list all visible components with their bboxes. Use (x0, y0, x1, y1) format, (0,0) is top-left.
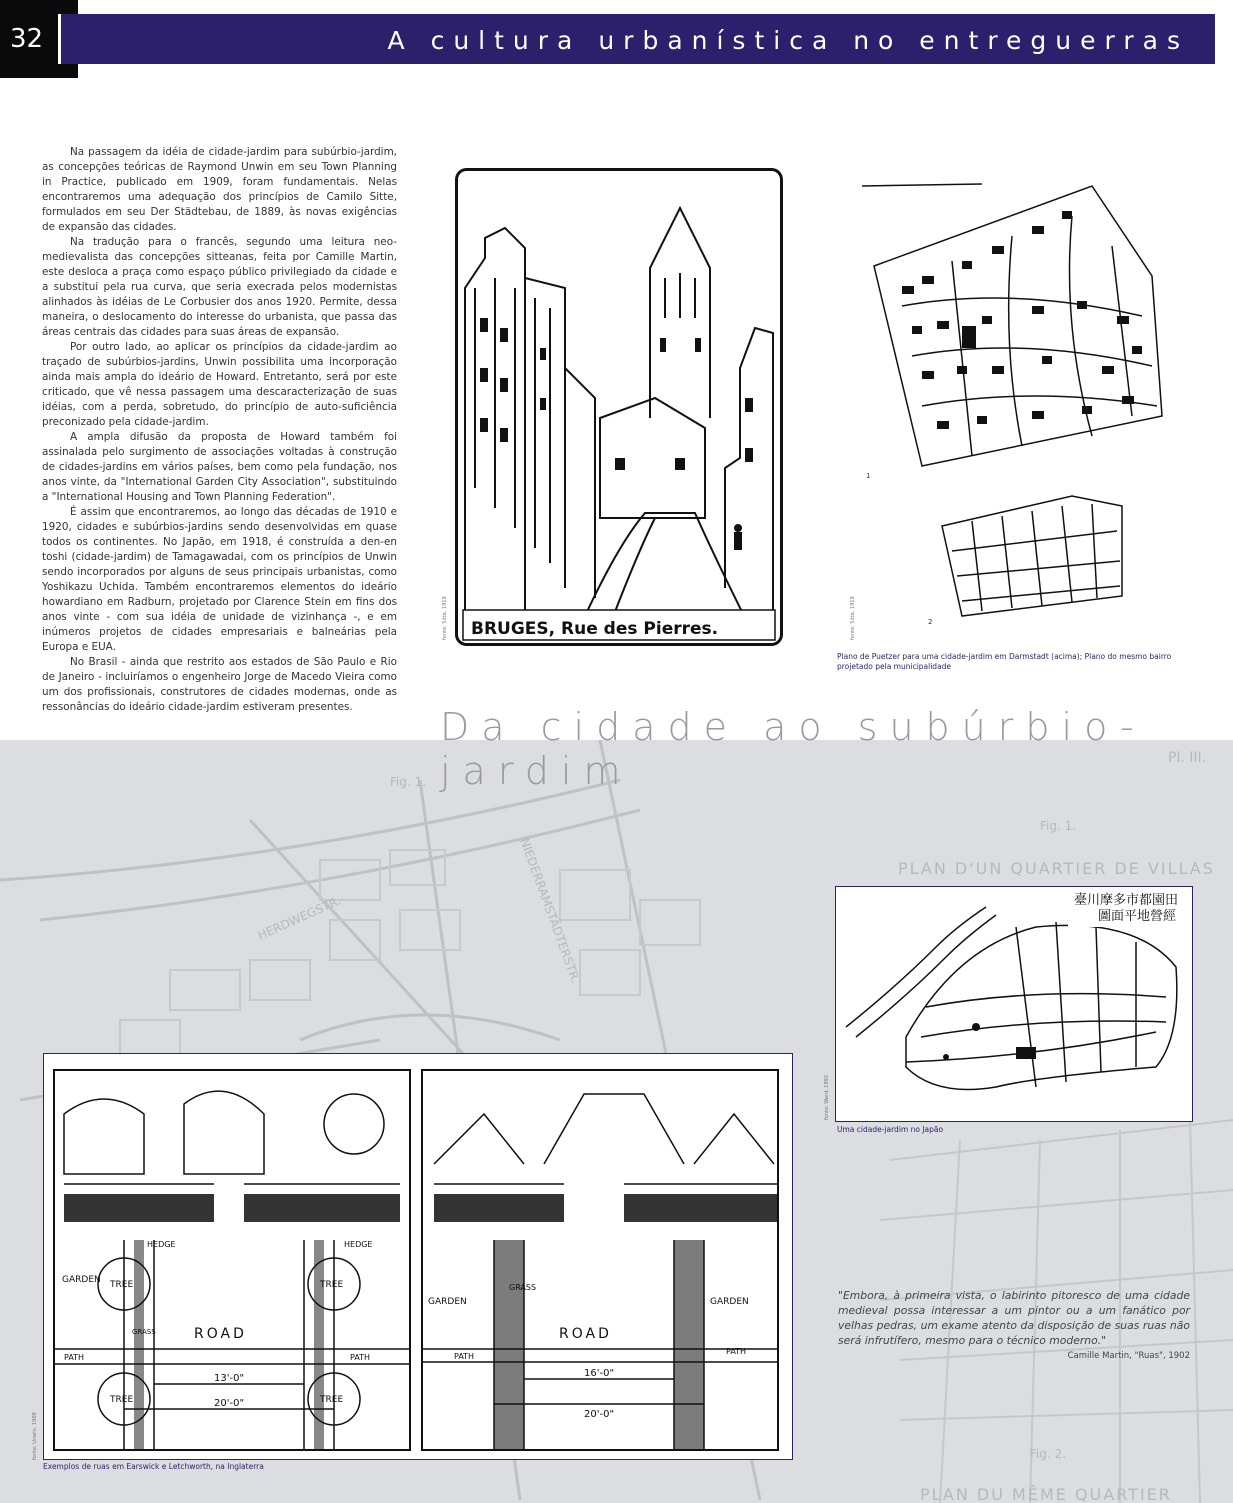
quote-author: Camille Martin, "Ruas", 1902 (1067, 1351, 1190, 1361)
header-bar (58, 14, 1215, 64)
japan-map-drawing (836, 887, 1191, 1120)
label-garden: GARDEN (710, 1297, 749, 1307)
paragraph: É assim que encontraremos, ao longo das décadas de 1910 e 1920, cidades e subúrbios-jardins sendo desenvolvidas em quase todos os continentes. No Japão, em 1918, é construída a den-en toshi (cidade-jardim) de Tamagawadai, com os princípios de Unwin sendo incorporados por alguns de seus principais urbanistas, como Yoshikazu Uchida. Também encontraremos elementos do ideário howardiano em Radburn, projetado por Clarence Stein em fins dos anos vinte - com sua idéia de unidade de vizinhança -, e em inúmeros projetos de cidades empresariais e balneárias pela Europa e EUA. (42, 506, 397, 653)
label-dim-16: 16'-0" (584, 1368, 615, 1379)
darmstadt-label-1: 1 (866, 472, 871, 480)
bg-label-fig2: Fig. 2. (1030, 1447, 1067, 1461)
bg-label-herdweg: HERDWEGSTR. (255, 893, 344, 943)
bg-label-plan-meme: PLAN DU MÊME QUARTIER (920, 1485, 1172, 1503)
japan-caption: Uma cidade-jardim no Japão (837, 1125, 944, 1134)
label-garden: GARDEN (62, 1275, 101, 1285)
label-hedge-right: HEDGE (344, 1240, 373, 1249)
darmstadt-plans (862, 166, 1180, 626)
label-tree: TREE (110, 1395, 134, 1405)
bruges-inscription: BRUGES, Rue des Pierres. (471, 619, 719, 639)
darmstadt-caption: Plano de Puetzer para uma cidade-jardim em Darmstadt (acima); Plano do mesmo bairro projetado pela municipalidade (837, 652, 1172, 671)
street-examples-drawing (44, 1054, 791, 1458)
label-grass: GRASS (509, 1283, 537, 1292)
streets-credit: fonte: Unwin, 1909 (32, 1412, 38, 1460)
bg-label-fig1b: Fig. 1. (1040, 819, 1077, 833)
bg-label-niederramstadter: NIEDERRAMSTÄDTERSTR. (517, 836, 583, 985)
paragraph: Na tradução para o francês, segundo uma leitura neo-medievalista das concepções sitteanas, feita por Camille Martin, este desloca a praça como espaço público privilegiado da cidade e a substitui pela rua curva, que seria execrada pelos modernistas alinhados às idéias de Le Corbusier dos anos 1920. Permite, dessa maneira, o deslocamento do interesse do urbanista, que passa das áreas centrais das cidades para suas áreas de expansão. (42, 236, 397, 338)
darmstadt-label-2: 2 (928, 618, 933, 626)
label-tree: TREE (320, 1395, 344, 1405)
label-path: PATH (64, 1353, 85, 1362)
bruges-illustration (455, 168, 783, 646)
label-path: PATH (454, 1352, 475, 1361)
label-garden: GARDEN (428, 1297, 467, 1307)
label-tree: TREE (320, 1280, 344, 1290)
darmstadt-credit: fonte: Sitte, 1918 (850, 596, 856, 640)
japan-credit: fonte: Ward, 1992 (824, 1074, 830, 1120)
section-title: Da cidade ao subúrbio-jardim (440, 705, 1146, 793)
label-road: ROAD (194, 1326, 247, 1342)
paragraph: A ampla difusão da proposta de Howard também foi assinalada pelo surgimento de associações voltadas à construção de cidades-jardins em vários países, bem como pela fundação, nos anos vinte, da "International Garden City Association", substituindo a "International Housing and Town Planning Federation". (42, 431, 397, 503)
streets-caption: Exemplos de ruas em Earswick e Letchworth, na Inglaterra (43, 1462, 264, 1471)
label-dim-20: 20'-0" (584, 1409, 615, 1420)
paragraph: No Brasil - ainda que restrito aos estados de São Paulo e Rio de Janeiro - incluiríamos o engenheiro Jorge de Macedo Vieira como um dos profissionais, construtores de cidades modernas, onde as ressonâncias do ideário cidade-jardim estiveram presentes. (42, 656, 397, 713)
japan-map-title-1: 臺川摩多市都園田 (1074, 893, 1179, 908)
label-path: PATH (350, 1353, 371, 1362)
japan-map-title-2: 圖面平地營經 (1098, 909, 1177, 924)
bg-label-pl3: Pl. III. (1168, 750, 1207, 766)
label-road: ROAD (559, 1326, 612, 1342)
paragraph: Na passagem da idéia de cidade-jardim para subúrbio-jardim, as concepções teóricas de Raymond Unwin em seu Town Planning in Practice, publicado em 1909, foram fundamentais. Nelas encontraremos uma adequação dos princípios de Camilo Sitte, formulados em seu Der Städtebau, de 1889, às novas exigências de expansão das cidades. (42, 146, 397, 233)
page-number: 32 (0, 0, 78, 78)
label-path: PATH (726, 1347, 747, 1356)
page-title: A cultura urbanística no entreguerras (387, 26, 1189, 55)
paragraph: Por outro lado, ao aplicar os princípios da cidade-jardim ao traçado de subúrbios-jardins, Unwin possibilita uma incorporação ainda mais ampla do ideário de Howard. Entretanto, será por este criticado, que vê nessa passagem uma descaracterização de suas idéias, com a perda, sobretudo, do princípio de auto-suficiência preconizado pela cidade-jardim. (42, 341, 397, 428)
japan-map-frame (835, 886, 1193, 1122)
bruges-credit: fonte: Sitte, 1918 (442, 596, 448, 640)
body-text (42, 145, 397, 715)
street-examples-frame (43, 1053, 793, 1460)
quote-text: "Embora, à primeira vista, o labirinto pitoresco de uma cidade medieval possa interessar a um pintor ou a um fanático por velhas pedras, um exame atento da disposição de suas ruas não será infrutífero, mesmo para o técnico moderno." (838, 1289, 1190, 1347)
darmstadt-drawing (862, 166, 1180, 626)
bg-label-fig1: Fig. 1. (390, 775, 427, 789)
label-hedge-left: HEDGE (147, 1240, 176, 1249)
label-dim-13: 13'-0" (214, 1373, 245, 1384)
label-grass: GRASS (132, 1328, 156, 1336)
bruges-drawing (455, 168, 783, 646)
label-dim-20: 20'-0" (214, 1398, 245, 1409)
bg-label-plan-villas: PLAN D'UN QUARTIER DE VILLAS (898, 859, 1215, 878)
label-tree: TREE (110, 1280, 134, 1290)
